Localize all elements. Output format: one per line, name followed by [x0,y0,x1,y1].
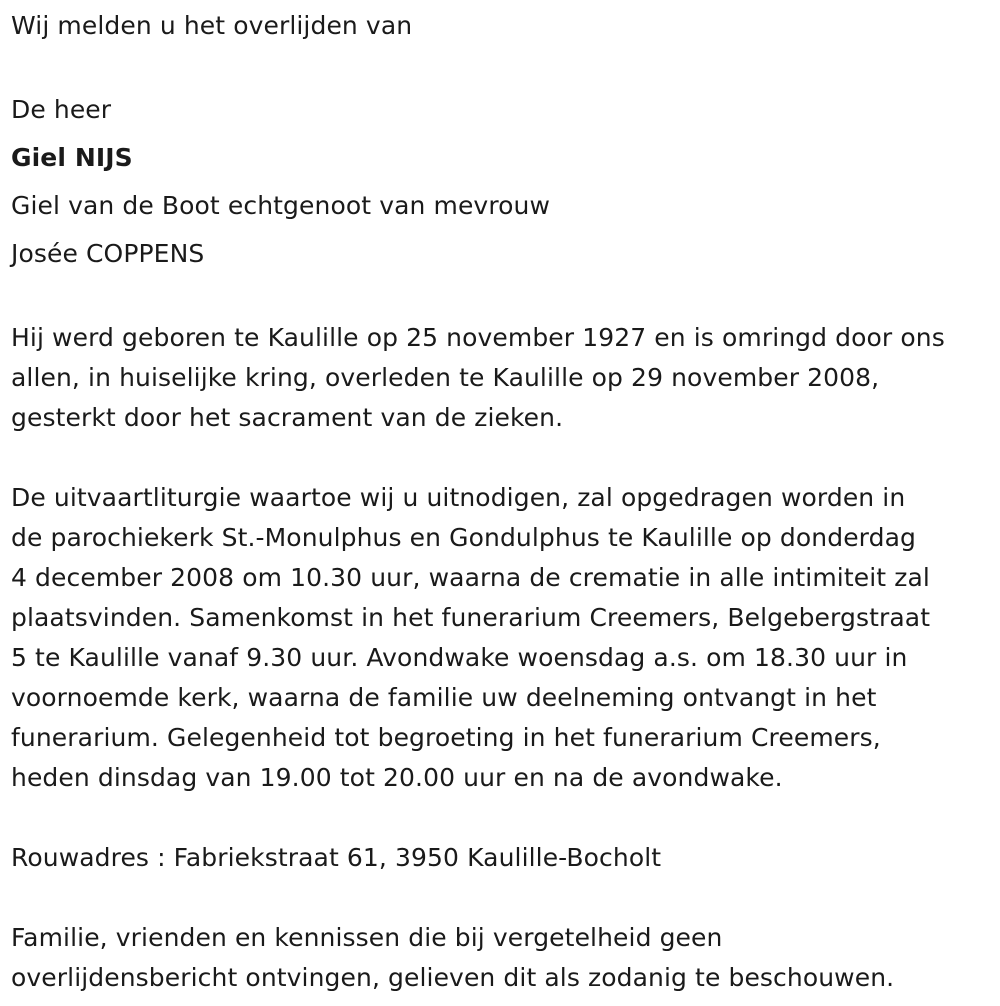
paragraph-line: De uitvaartliturgie waartoe wij u uitnodigen, zal opgedragen worden in [11,483,906,512]
birth-death-paragraph [11,318,996,438]
paragraph-line: 5 te Kaulille vanaf 9.30 uur. Avondwake woensdag a.s. om 18.30 uur in [11,643,908,672]
person-title: De heer [11,95,112,124]
intro-line: Wij melden u het overlijden van [11,11,413,40]
paragraph-line: overlijdensbericht ontvingen, gelieven dit als zodanig te beschouwen. [11,963,895,992]
spacer [11,878,996,918]
spacer [11,798,996,838]
paragraph-line: de parochiekerk St.-Monulphus en Gondulphus te Kaulille op donderdag [11,523,916,552]
closing-paragraph [11,918,996,998]
person-nickname-spouse: Giel van de Boot echtgenoot van mevrouw [11,191,551,220]
paragraph-line: voornoemde kerk, waarna de familie uw deelneming ontvangt in het [11,683,877,712]
paragraph-line: Hij werd geboren te Kaulille op 25 november 1927 en is omringd door ons [11,323,945,352]
mourning-address: Rouwadres : Fabriekstraat 61, 3950 Kaulille-Bocholt [11,843,662,872]
paragraph-line: heden dinsdag van 19.00 tot 20.00 uur en na de avondwake. [11,763,783,792]
paragraph-line: Familie, vrienden en kennissen die bij vergetelheid geen [11,923,723,952]
paragraph-line: allen, in huiselijke kring, overleden te Kaulille op 29 november 2008, [11,363,880,392]
spacer [11,278,996,318]
obituary-document [11,6,996,998]
paragraph-line: gesterkt door het sacrament van de zieken. [11,403,564,432]
spacer [11,46,996,86]
paragraph-line: plaatsvinden. Samenkomst in het funerarium Creemers, Belgebergstraat [11,603,931,632]
spouse-name: Josée COPPENS [11,239,205,268]
funeral-paragraph [11,478,996,798]
paragraph-line: funerarium. Gelegenheid tot begroeting in het funerarium Creemers, [11,723,881,752]
spacer [11,438,996,478]
person-name: Giel NIJS [11,143,133,172]
paragraph-line: 4 december 2008 om 10.30 uur, waarna de crematie in alle intimiteit zal [11,563,930,592]
person-block [11,86,996,278]
